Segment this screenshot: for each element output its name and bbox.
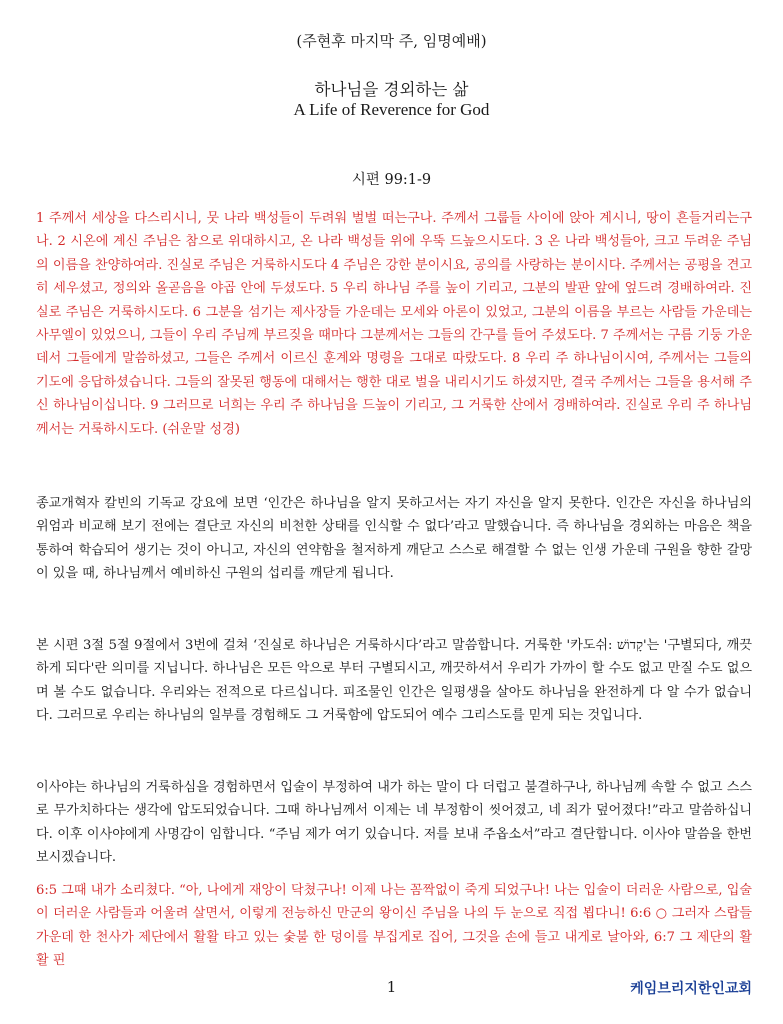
body-paragraph-calvin: 종교개혁자 칼빈의 기독교 강요에 보면 ‘인간은 하나님을 알지 못하고서는 자기 자신을 알지 못한다. 인간은 자신을 하나님의 위엄과 비교해 보기 전에는 결단코 자신의 비천한 상태를 인식할 수 없다’라고 말했습니다. 즉 하나님을 경외하는 마음은 책을 통하여 학습되어 생기는 것이 아니고, 자신의 연약함을 철저하게 깨닫고 스스로 해결할 수 없는 인생 가운데 구원을 향한 갈망이 있을 때, 하나님께서 예비하신 구원의 섭리를 깨닫게 됩니다. [36,496,752,582]
page-number: 1 [386,978,397,996]
sermon-title-english: A Life of Reverence for God [293,100,490,119]
scripture-reference: 시편 99:1-9 [351,172,432,188]
sermon-title-korean: 하나님을 경외하는 삶 [314,80,469,99]
service-subtitle: (주현후 마지막 주, 임명예배) [296,32,487,50]
scripture-passage-psalm: 1 주께서 세상을 다스리시니, 뭇 나라 백성들이 두려워 벌벌 떠는구나. 주께서 그룹들 사이에 앉아 계시니, 땅이 흔들거리는구나. 2 시온에 계신 주님은 참으로 위대하시고, 온 나라 백성들 위에 우뚝 드높으시도다. 3 온 나라 백성들아, 크고 두려운 주님의 이름을 찬양하여라. 진실로 주님은 거룩하시도다 4 주님은 강한 분이시요, 공의를 사랑하는 분이시다. 주께서는 공평을 견고히 세우셨고, 정의와 올곧음을 야곱 안에 두셨도다. 5 우리 하나님 주를 높이 기리고, 그분의 발판 앞에 엎드려 경배하여라. 진실로 주님은 거룩하시도다. 6 그분을 섬기는 제사장들 가운데는 모세와 아론이 있었고, 그분의 이름을 부르는 사람들 가운데는 사무엘이 있었으니, 그들이 우리 주님께 부르짖을 때마다 그분께서는 그들의 간구를 들어 주셨도다. 7 주께서는 구름 기둥 가운데서 그들에게 말씀하셨고, 그들은 주께서 이르신 훈계와 명령을 그대로 따랐도다. 8 우리 주 하나님이시여, 주께서는 그들의 기도에 응답하셨습니다. 그들의 잘못된 행동에 대해서는 행한 대로 벌을 내리시기도 하셨지만, 결국 주께서는 그들을 용서해 주신 하나님이십니다. 9 그러므로 너희는 우리 주 하나님을 드높이 기리고, 그 거룩한 산에서 경배하여라. 진실로 우리 주 하나님께서는 거룩하시도다. (쉬운말 성경) [36,211,752,437]
church-name: 케임브리지한인교회 [630,981,752,997]
scripture-passage-isaiah: 6:5 그때 내가 소리쳤다. “아, 나에게 재앙이 닥쳤구나! 이제 나는 꼼짝없이 죽게 되었구나! 나는 입술이 더러운 사람으로, 입술이 더러운 사람들과 어울려 살면서, 이렇게 전능하신 만군의 왕이신 주님을 나의 두 눈으로 직접 뵙다니! 6:6 ○ 그러자 스랍들 가운데 한 천사가 제단에서 활활 타고 있는 숯불 한 덩이를 부집게로 집어, 그것을 손에 들고 내게로 날아와, 6:7 그 제단의 활활 핀 [36,883,752,969]
body-paragraph-isaiah: 이사야는 하나님의 거룩하심을 경험하면서 입술이 부정하여 내가 하는 말이 다 더럽고 불결하구나, 하나님께 속할 수 없고 스스로 무가치하다는 생각에 압도되었습니다. 그때 하나님께서 이제는 네 부정함이 씻어졌고, 네 죄가 덮어졌다!”라고 말씀하십니다. 이후 이사야에게 사명감이 임합니다. “주님 제가 여기 있습니다. 저를 보내 주옵소서”라고 결단합니다. 이사야 말씀을 한번 보시겠습니다. [36,780,752,866]
body-paragraph-holiness: 본 시편 3절 5절 9절에서 3번에 걸쳐 ‘진실로 하나님은 거룩하시다’라고 말씀합니다. 거룩한 '카도쉬: קָדוֹשׁ'는 '구별되다, 깨끗하게 되다'란 의미를 지닙니다. 하나님은 모든 악으로 부터 구별되시고, 깨끗하셔서 우리가 가까이 할 수도 없고 만질 수도 없으며 볼 수도 없습니다. 우리와는 전적으로 다르십니다. 피조물인 인간은 일평생을 살아도 하나님을 완전하게 다 알 수가 없습니다. 그러므로 우리는 하나님의 일부를 경험해도 그 거룩함에 압도되어 예수 그리스도를 믿게 되는 것입니다. [36,638,752,724]
